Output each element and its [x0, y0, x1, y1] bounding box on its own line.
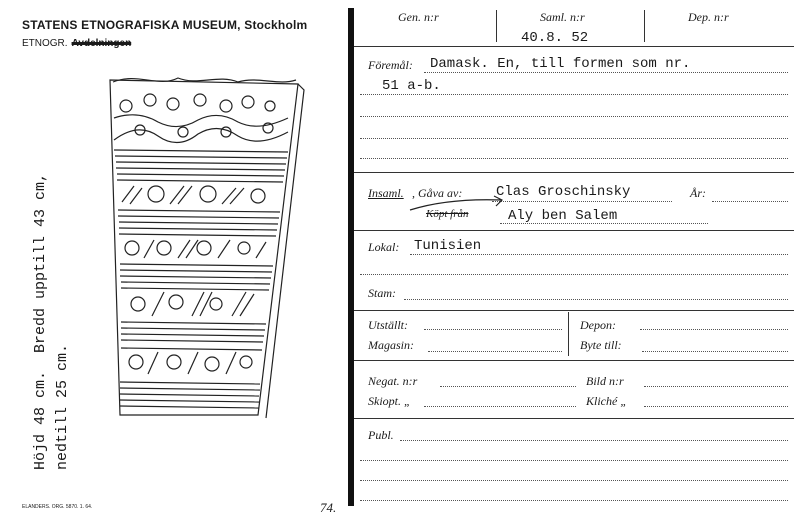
divider	[440, 386, 576, 387]
museum-title: STATENS ETNOGRAFISKA MUSEUM, Stockholm	[22, 18, 308, 32]
divider	[360, 158, 788, 159]
dimensions-line2: nedtill 25 cm.	[54, 343, 71, 470]
divider	[642, 351, 788, 352]
divider	[354, 172, 794, 173]
divider	[424, 72, 788, 73]
depon-label: Depon:	[580, 318, 616, 332]
divider	[410, 254, 788, 255]
lokal-value: Tunisien	[414, 238, 482, 254]
dimensions-line1: Höjd 48 cm. Bredd upptill 43 cm,	[32, 172, 49, 470]
divider	[354, 360, 794, 361]
divider	[492, 201, 672, 202]
bild-label: Bild n:r	[586, 374, 624, 388]
foremal-label: Föremål:	[368, 58, 413, 72]
divider	[500, 223, 708, 224]
stam-label: Stam:	[368, 286, 396, 300]
byte-label: Byte till:	[580, 338, 622, 352]
divider	[424, 329, 562, 330]
divider	[354, 46, 794, 47]
dimensions-note	[30, 50, 74, 470]
department-label	[22, 38, 131, 49]
divider	[712, 201, 788, 202]
gava-label: , Gåva av:	[412, 186, 463, 200]
gava-value: Clas Groschinsky	[496, 184, 631, 200]
divider	[360, 116, 788, 117]
insaml-label: Insaml.	[368, 186, 404, 200]
foremal-value-2: 51 a-b.	[382, 78, 441, 94]
card-spine	[348, 8, 354, 506]
utstallt-label: Utställt:	[368, 318, 409, 332]
divider	[640, 329, 788, 330]
divider	[360, 94, 788, 95]
divider	[400, 440, 788, 441]
gaiter-drawing	[108, 70, 308, 420]
divider	[360, 460, 788, 461]
divider	[360, 274, 788, 275]
divider	[360, 138, 788, 139]
foremal-value-1: Damask. En, till formen som nr.	[430, 56, 691, 72]
negat-label: Negat. n:r	[368, 374, 418, 388]
dep-nr-label: Dep. n:r	[688, 10, 729, 24]
divider	[354, 230, 794, 231]
kliche-label: Kliché „	[586, 394, 627, 408]
publ-label: Publ.	[368, 428, 394, 442]
kopt-label: Köpt från	[426, 208, 469, 220]
divider	[424, 406, 576, 407]
magasin-label: Magasin:	[368, 338, 414, 352]
divider	[404, 299, 788, 300]
skiopt-label: Skiopt. „	[368, 394, 411, 408]
divider	[568, 312, 569, 356]
divider	[644, 386, 788, 387]
ar-label: År:	[690, 186, 706, 200]
gen-nr-label: Gen. n:r	[398, 10, 439, 24]
saml-nr-label: Saml. n:r	[540, 10, 585, 24]
divider	[496, 10, 497, 42]
divider	[360, 480, 788, 481]
department-prefix: ETNOGR.	[22, 38, 68, 49]
divider	[360, 500, 788, 501]
printer-mark: ELANDERS. ORG. 5870. 1. 64.	[22, 504, 93, 510]
department-struck: Avdelningen	[71, 38, 132, 49]
kopt-value: Aly ben Salem	[508, 208, 618, 224]
page-number: 74.	[320, 500, 337, 515]
divider	[354, 418, 794, 419]
divider	[354, 310, 794, 311]
divider	[644, 406, 788, 407]
lokal-label: Lokal:	[368, 240, 400, 254]
divider	[644, 10, 645, 42]
saml-nr-value: 40.8. 52	[521, 30, 589, 46]
divider	[428, 351, 562, 352]
